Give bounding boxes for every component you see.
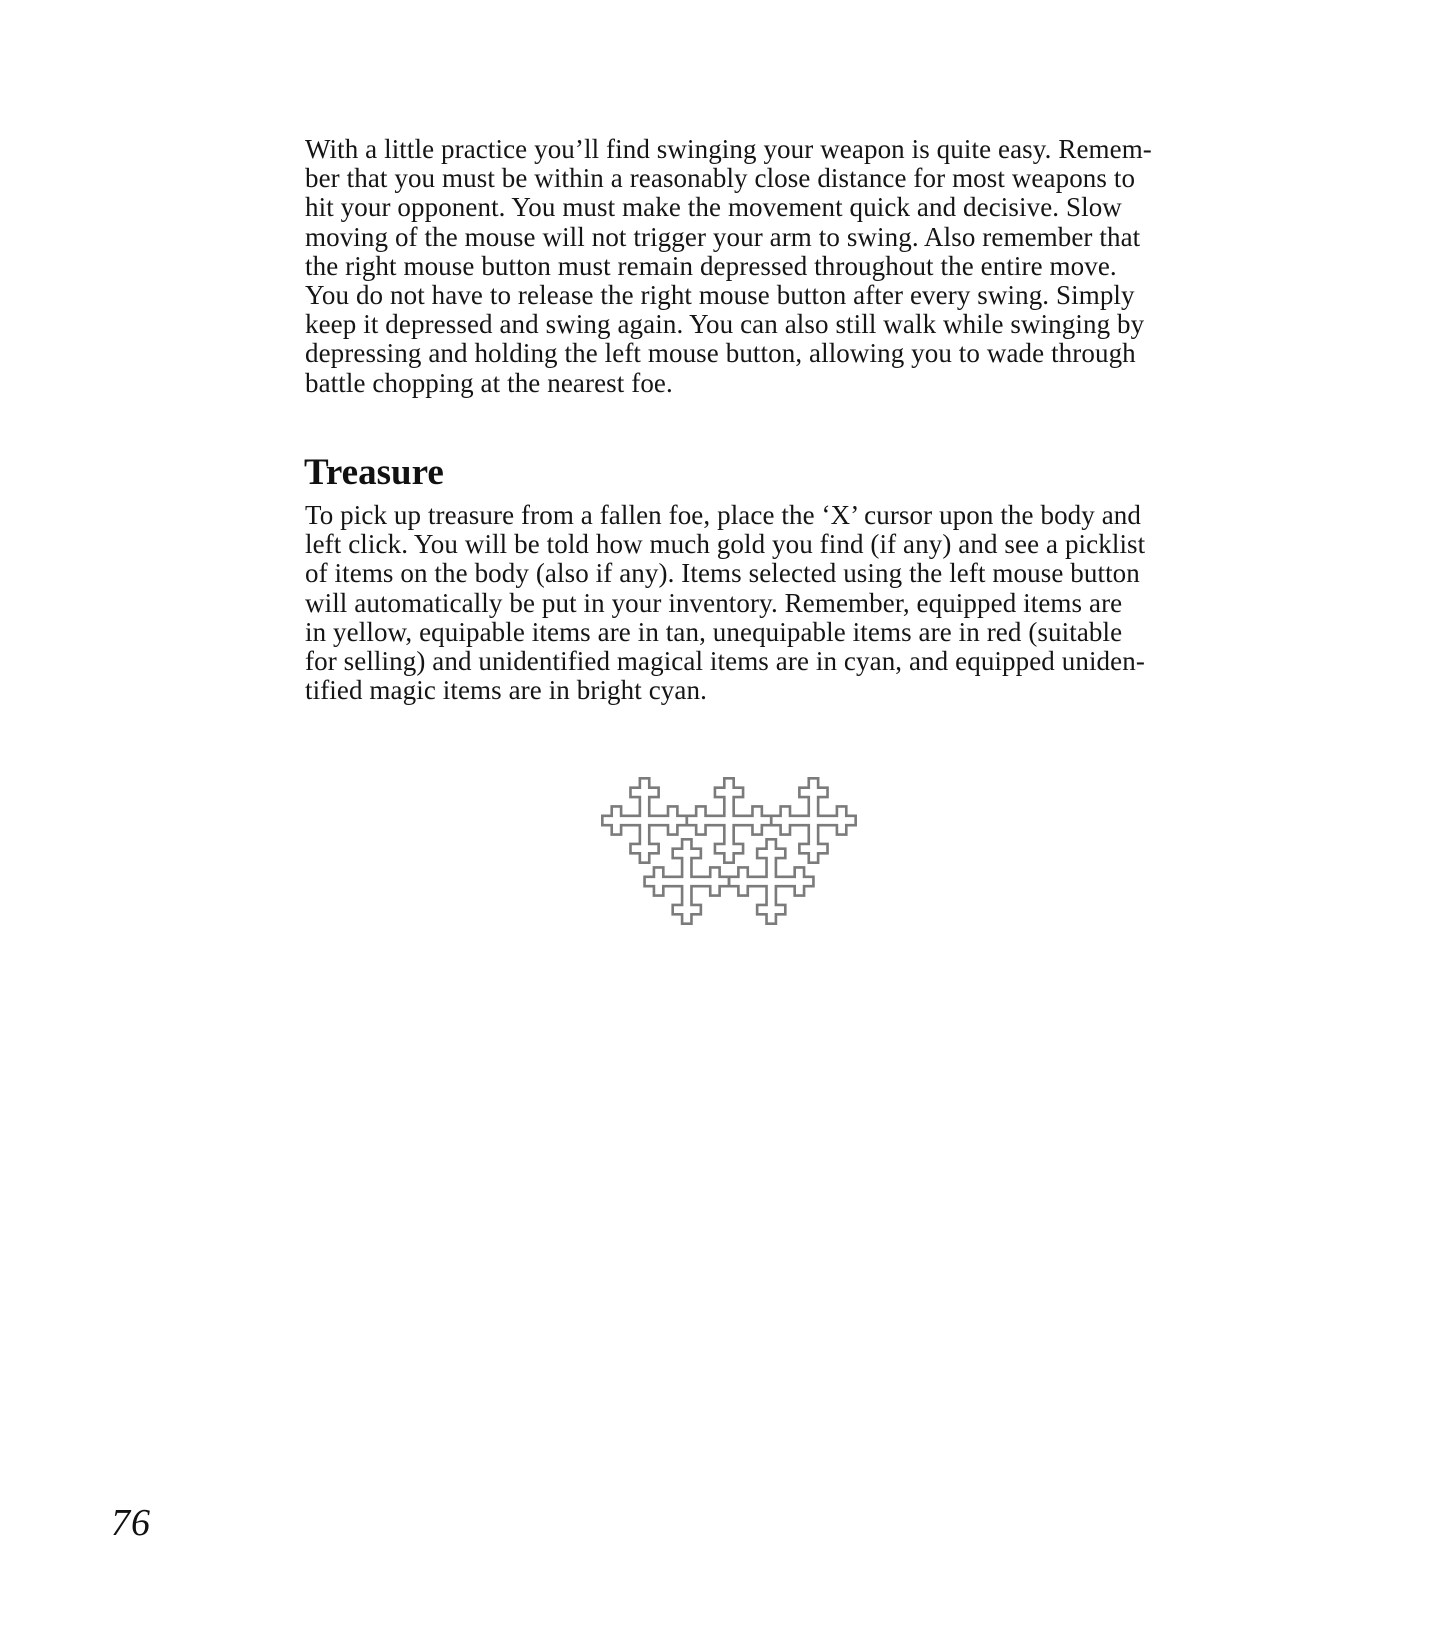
text-line: for selling) and unidentified magical items are in cyan, and equipped uniden- [305, 646, 1145, 677]
text-line: You do not have to release the right mouse button after every swing. Simply [305, 280, 1135, 311]
text-line: of items on the body (also if any). Items selected using the left mouse button [305, 558, 1140, 589]
text-line: the right mouse button must remain depressed throughout the entire move. [305, 250, 1117, 281]
text-line: in yellow, equipable items are in tan, unequipable items are in red (suitable [305, 616, 1123, 647]
fractal-cross-ornament [599, 775, 859, 927]
text-line: ber that you must be within a reasonably close distance for most weapons to [305, 163, 1136, 194]
treasure-paragraph [305, 501, 1145, 705]
section-heading-treasure: Treasure [304, 452, 444, 493]
text-line: tified magic items are in bright cyan. [305, 675, 707, 706]
text-line: battle chopping at the nearest foe. [305, 367, 673, 398]
page-number: 76 [111, 1502, 151, 1544]
text-line: will automatically be put in your inventory. Remember, equipped items are [305, 587, 1123, 618]
text-line: moving of the mouse will not trigger your arm to swing. Also remember that [305, 221, 1141, 252]
text-line: To pick up treasure from a fallen foe, place the ‘X’ cursor upon the body and [305, 500, 1141, 530]
intro-paragraph [305, 135, 1152, 398]
text-line: keep it depressed and swing again. You can also still walk while swinging by [305, 309, 1145, 340]
text-line: left click. You will be told how much gold you find (if any) and see a picklist [305, 529, 1146, 560]
text-line: With a little practice you’ll find swinging your weapon is quite easy. Remem- [305, 134, 1152, 164]
text-line: depressing and holding the left mouse button, allowing you to wade through [305, 338, 1136, 369]
text-line: hit your opponent. You must make the movement quick and decisive. Slow [305, 192, 1122, 223]
